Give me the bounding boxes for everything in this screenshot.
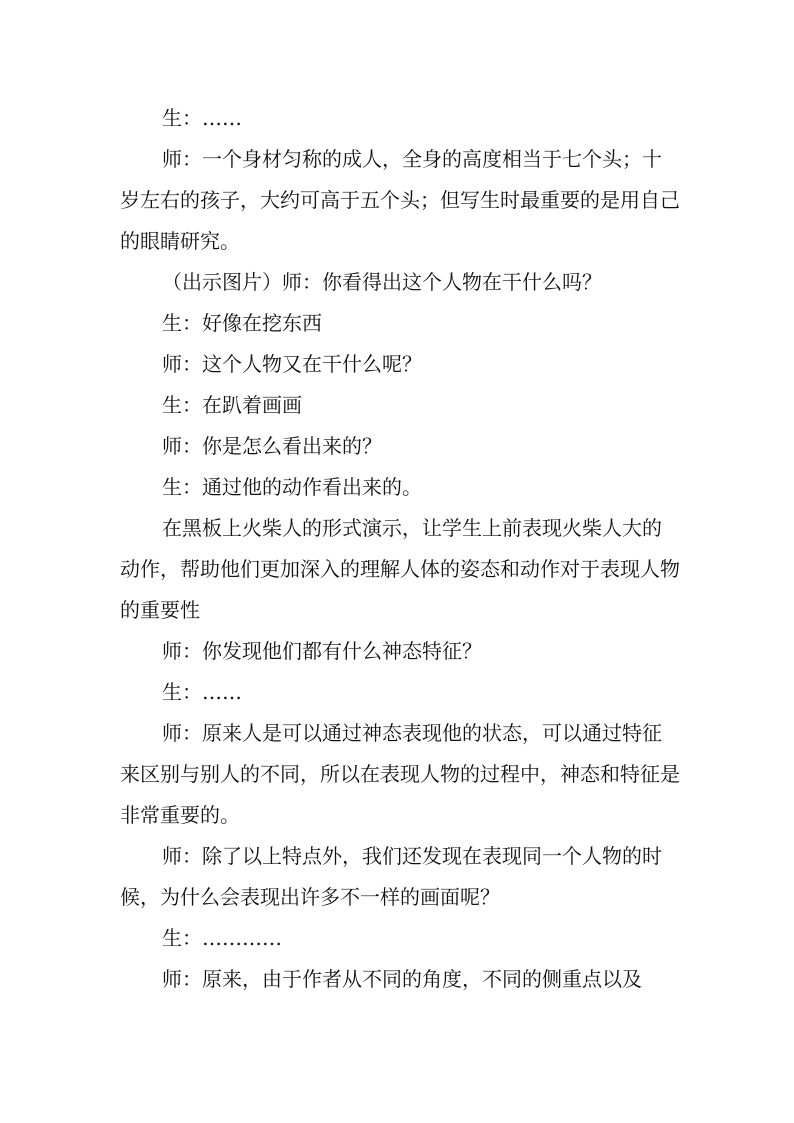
document-body [120,98,680,1000]
paragraph: 师：原来人是可以通过神态表现他的状态，可以通过特征来区别与别人的不同，所以在表现人物的过程中，神态和特征是非常重要的。 [120,721,680,827]
paragraph: 在黑板上火柴人的形式演示，让学生上前表现火柴人大的动作，帮助他们更加深入的理解人体的姿态和动作对于表现人物的重要性 [120,516,680,622]
paragraph: 生：…… [162,106,242,130]
paragraph: （出示图片）师：你看得出这个人物在干什么吗？ [162,270,602,294]
paragraph: 生：在趴着画画 [162,393,302,417]
paragraph: 生：…… [162,680,242,704]
paragraph: 师：除了以上特点外，我们还发现在表现同一个人物的时候，为什么会表现出许多不一样的画面呢？ [120,844,662,909]
paragraph: 师：原来，由于作者从不同的角度，不同的侧重点以及 [162,967,642,991]
paragraph: 师：你是怎么看出来的？ [162,434,382,458]
paragraph: 师：这个人物又在干什么呢？ [162,352,422,376]
paragraph: 生：………… [162,926,282,950]
paragraph: 师：你发现他们都有什么神态特征？ [162,639,482,663]
paragraph: 生：通过他的动作看出来的。 [162,475,422,499]
paragraph: 生：好像在挖东西 [162,311,322,335]
paragraph: 师：一个身材匀称的成人，全身的高度相当于七个头；十岁左右的孩子，大约可高于五个头；但写生时最重要的是用自己的眼睛研究。 [120,147,680,253]
